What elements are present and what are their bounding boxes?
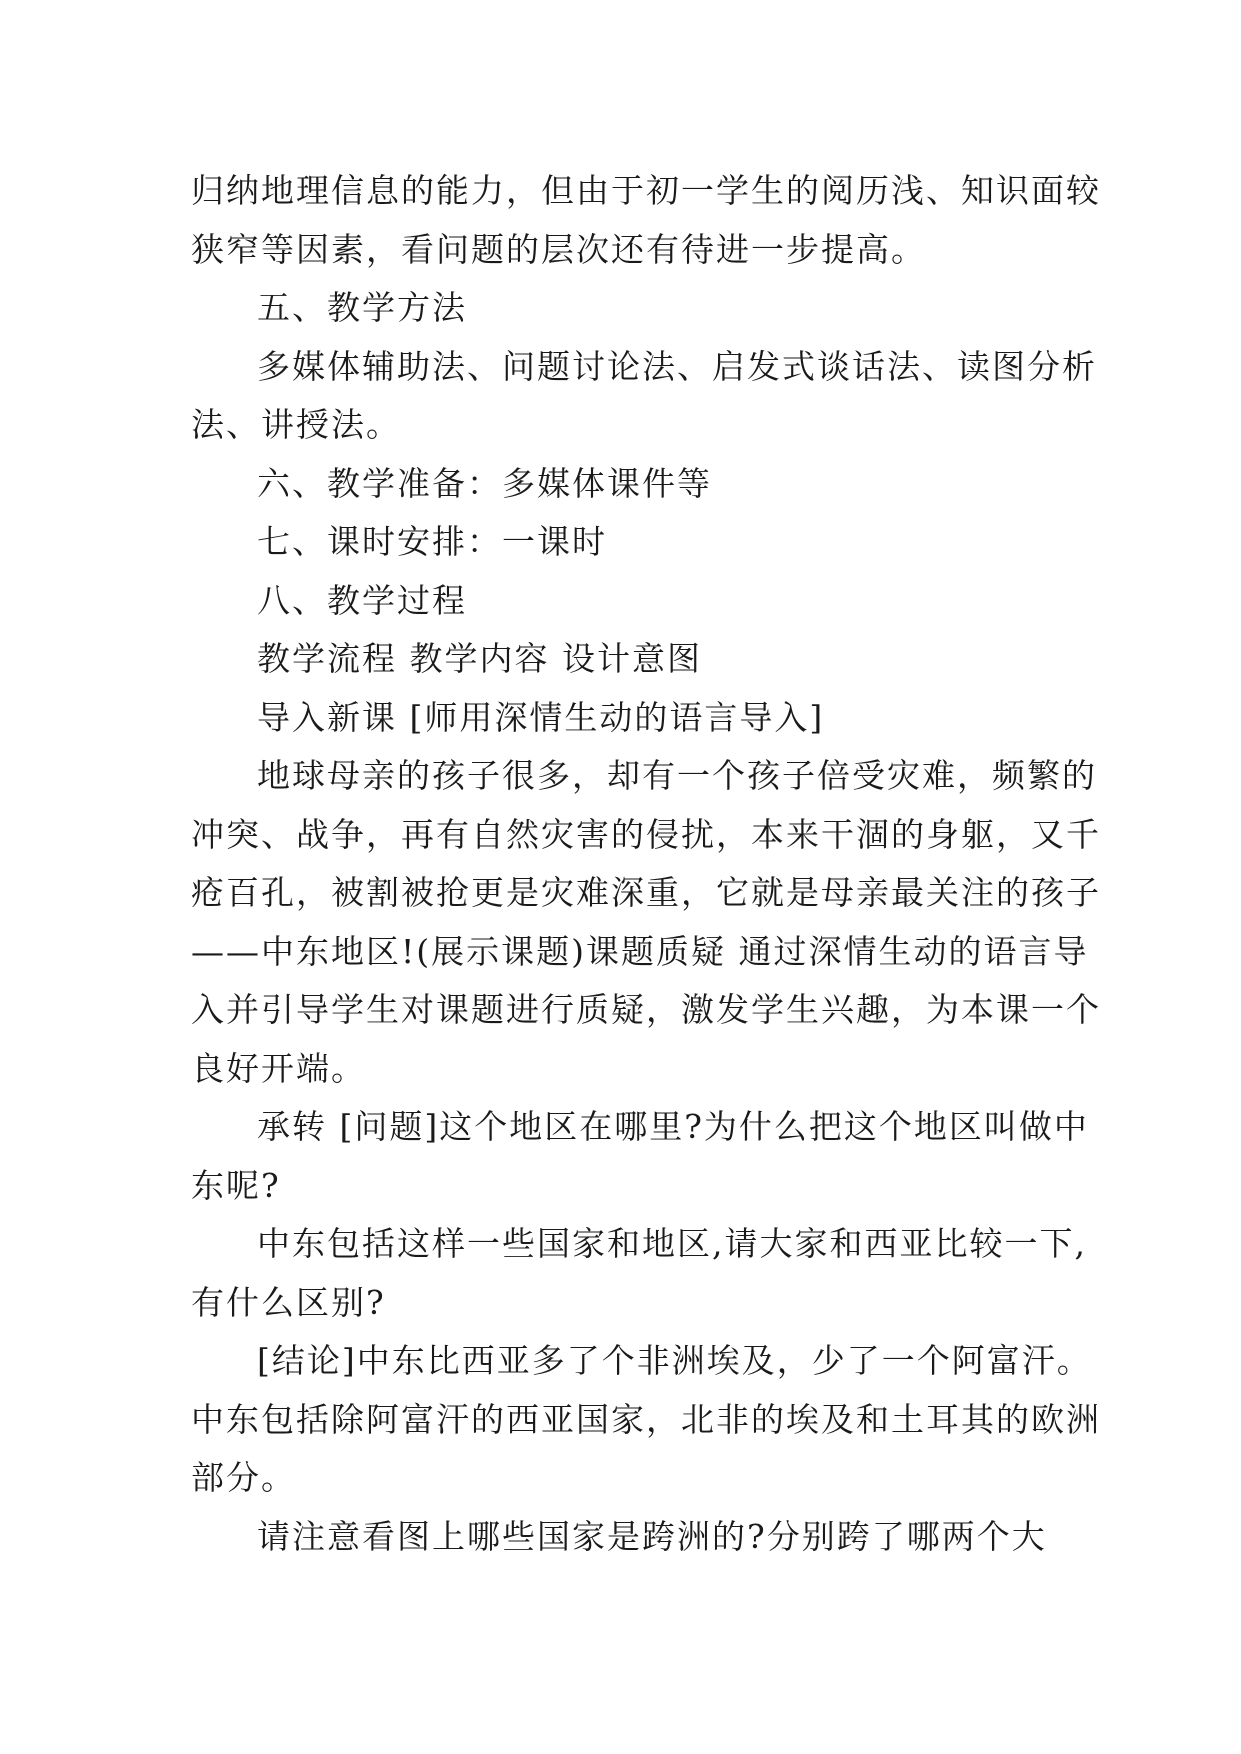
text-line: 部分。: [191, 1458, 296, 1497]
text-line: 入并引导学生对课题进行质疑，激发学生兴趣，为本课一个: [191, 990, 1101, 1029]
text-line: 多媒体辅助法、问题讨论法、启发式谈话法、读图分析: [257, 346, 1097, 386]
section-heading: 五、教学方法: [257, 288, 467, 327]
text-line: 疮百孔，被割被抢更是灾难深重，它就是母亲最关注的孩子: [191, 873, 1101, 912]
text-line: 教学流程 教学内容 设计意图: [257, 639, 702, 678]
text-line: 有什么区别?: [191, 1282, 386, 1322]
text-line: 东呢?: [191, 1165, 281, 1205]
section-heading: 八、教学过程: [257, 580, 467, 620]
document-body: [191, 162, 1101, 1566]
text-line: 良好开端。: [191, 1048, 366, 1088]
text-line: 地球母亲的孩子很多，却有一个孩子倍受灾难，频繁的: [257, 756, 1097, 795]
text-line: 中东包括这样一些国家和地区,请大家和西亚比较一下,: [257, 1224, 1087, 1263]
text-line: 归纳地理信息的能力，但由于初一学生的阅历浅、知识面较: [191, 171, 1101, 210]
text-line: 冲突、战争，再有自然灾害的侵扰，本来干涸的身躯，又千: [191, 814, 1101, 854]
text-line: 中东包括除阿富汗的西亚国家，北非的埃及和土耳其的欧洲: [191, 1399, 1101, 1439]
text-line: 请注意看图上哪些国家是跨洲的?分别跨了哪两个大: [257, 1516, 1047, 1556]
text-line: 导入新课 [师用深情生动的语言导入]: [257, 697, 825, 737]
text-line: 承转 [问题]这个地区在哪里?为什么把这个地区叫做中: [257, 1107, 1089, 1146]
text-line: [结论]中东比西亚多了个非洲埃及，少了一个阿富汗。: [257, 1341, 1092, 1380]
text-line: 法、讲授法。: [191, 405, 401, 444]
text-line: 狭窄等因素，看问题的层次还有待进一步提高。: [191, 229, 926, 269]
text-line: ——中东地区!(展示课题)课题质疑 通过深情生动的语言导: [191, 931, 1089, 971]
section-heading: 七、课时安排：一课时: [257, 522, 607, 561]
section-heading: 六、教学准备：多媒体课件等: [257, 463, 712, 503]
